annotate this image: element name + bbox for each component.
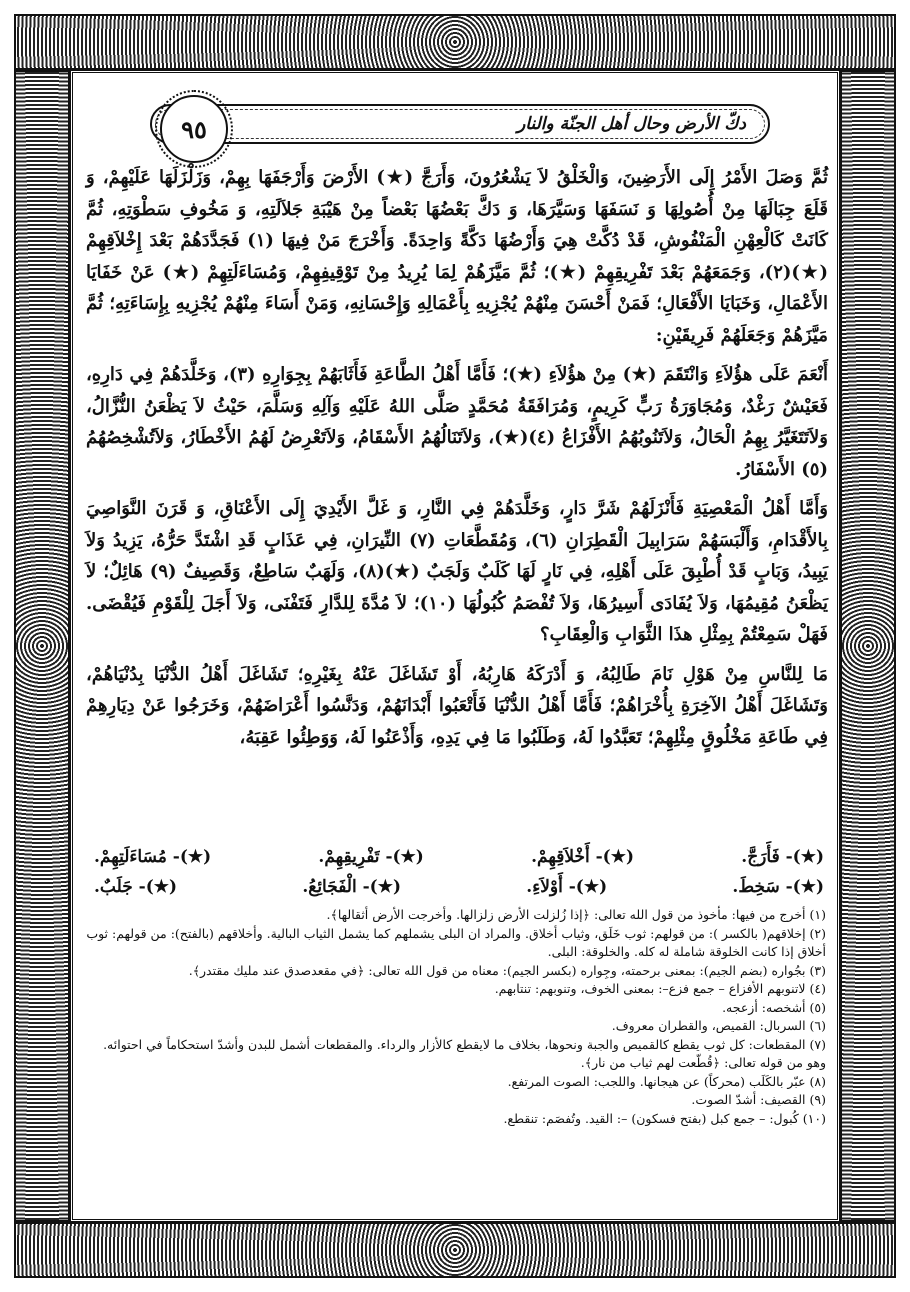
footnote: (١) أخرج من فيها: مأخوذ من قول الله تعالى: ﴿إذا زُلزلت الأرض زلزالها. وأخرجت الأرض أثقالها﴾. bbox=[326, 907, 826, 922]
variant-item: (★)- الْفَجَائِعُ. bbox=[302, 877, 402, 897]
chapter-header bbox=[150, 104, 770, 144]
page-number: ٩٥ bbox=[181, 114, 207, 144]
ornamental-border-left bbox=[14, 70, 70, 1222]
variant-item: (★)- مُسَاءَلَتِهِمْ. bbox=[94, 847, 212, 867]
variant-item: (★)- أَخْلاَقِهِمْ. bbox=[531, 847, 634, 867]
variant-item: (★)- تَفْرِيقِهِمْ. bbox=[318, 847, 424, 867]
ornamental-border-bottom bbox=[14, 1222, 896, 1278]
variant-readings bbox=[90, 842, 828, 902]
footnotes bbox=[86, 906, 830, 1128]
chapter-title: دكّ الأرض وحال أهل الجنّة والنار bbox=[517, 114, 746, 134]
footnote: (٥) أشخصه: أزعجه. bbox=[722, 999, 826, 1015]
variant-item: (★)- فَأَرَجَّ. bbox=[741, 847, 824, 867]
footnote: (٦) السربال: القميص، والقطران معروف. bbox=[611, 1018, 826, 1033]
footnote: (٢) إخلاقهم( بالكسر ): من قولهم: ثوب خَلَق، وثياب أخلاق. والمراد ان البلى يشملهم كما يشمل الثياب البالية. وأخلاقهم (بالفتح): من قولهم: ثوب أخلاق إذا كانت الخلوقة شاملة له كله. والخلوقة: البلى. bbox=[86, 925, 826, 959]
footnote: (٤) لاتنوبهم الأفزاع – جمع فزع–: بمعنى الخوف، وتنوبهم: تنتابهم. bbox=[494, 981, 826, 996]
footnote: (١٠) كُبول: – جمع كبل (بفتح فسكون) –: القيد. وتُفصَم: تنقطع. bbox=[503, 1110, 826, 1126]
paragraph: ثُمَّ وَصَلَ الأَمْرُ إِلَى الأَرَضِينَ، وَالْخَلْقُ لاَ يَشْعُرُونَ، وَأَرَجَّ (★) الأَرْضَ وَأَرْجَفَهَا بِهِمْ، وَزَلْزَلَهَا عَلَيْهِمْ، وَ قَلَعَ جِبَالَهَا مِنْ أُصُولِهَا وَ نَسَفَهَا وَسَيَّرَهَا، وَ دَكَّ بَعْضُهَا بَعْضاً مِنْ هَيْبَةِ جَلاَلَتِهِ، وَ مَخُوفِ سَطْوَتِهِ، ثُمَّ كَانَتْ كَالْعِهْنِ الْمَنْفُوشِ، قَدْ دُكَّتْ هِيَ وَأَرْضُهَا دَكَّةً وَاحِدَةً. وَأَخْرَجَ مَنْ فِيهَا (١) فَجَدَّدَهُمْ بَعْدَ إِخْلاَقِهِمْ (★)(٢)، وَجَمَعَهُمْ بَعْدَ تَفْرِيقِهِمْ (★)؛ ثُمَّ مَيَّزَهُمْ لِمَا يُرِيدُ مِنْ تَوْقِيفِهِمْ، وَمُسَاءَلَتِهِمْ (★) عَنْ خَفَايَا الأَعْمَالِ، وَخَبَايَا الأَفْعَالِ؛ فَمَنْ أَحْسَنَ مِنْهُمْ يُجْزِيهِ بِأَعْمَالِهِ وَإِحْسَانِهِ، وَمَنْ أَسَاءَ مِنْهُمْ يُجْزِيهِ بِإِسَاءَتِهِ؛ ثُمَّ مَيَّزَهُمْ وَجَعَلَهُمْ فَرِيقَيْنِ: bbox=[86, 167, 828, 346]
variant-row bbox=[90, 842, 828, 872]
footnote: (٣) بجُواره (بضم الجيم): بمعنى برحمته، وجِواره (بكسر الجيم): معناه من قول الله تعالى: ﴿في مقعدصدق عند مليك مقتدر﴾. bbox=[188, 962, 826, 978]
ornamental-border-top bbox=[14, 14, 896, 70]
variant-row bbox=[90, 872, 828, 902]
main-text bbox=[86, 162, 828, 757]
paragraph: وَأَمَّا أَهْلُ الْمَعْصِيَةِ فَأَنْزَلَهُمْ شَرَّ دَارٍ، وَخَلَّدَهُمْ فِي النَّارِ، وَ غَلَّ الأَيْدِيَ إِلَى الأَعْنَاقِ، وَ قَرَنَ النَّوَاصِيَ بِالأَقْدَامِ، وَأَلْبَسَهُمْ سَرَابِيلَ الْقَطِرَانِ (٦)، وَمُقَطَّعَاتِ (٧) النِّيرَانِ، فِي عَذَابٍ قَدِ اشْتَدَّ حَرُّهُ، يَزِيدُ وَلاَ يَبِيدُ، وَبَابٍ قَدْ أُطْبِقَ عَلَى أَهْلِهِ، فِي نَارٍ لَهَا كَلَبٌ وَلَجَبٌ (★)(٨)، وَلَهَبٌ سَاطِعٌ، وَقَصِيفٌ (٩) هَائِلٌ؛ لاَ يَظْعَنُ مُقِيمُهَا، وَلاَ يُفَادَى أَسِيرُهَا، وَلاَ تُفْصَمُ كُبُولُهَا (١٠)؛ لاَ مُدَّةَ لِلدَّارِ فَتَفْنَى، وَلاَ أَجَلَ لِلْقَوْمِ فَيُقْضَى. فَهَلْ سَمِعْتُمْ بِمِثْلِ هذَا الثَّوَابِ وَالْعِقَابِ؟ bbox=[86, 498, 829, 645]
variant-item: (★)- سَخِطَ. bbox=[732, 877, 824, 897]
page-number-badge bbox=[160, 95, 228, 163]
ornamental-border-right bbox=[840, 70, 896, 1222]
variant-item: (★)- جَلَبٌ. bbox=[94, 877, 178, 897]
paragraph: مَا لِلنَّاسِ مِنْ هَوْلِ نَامَ طَالِبُهُ، وَ أَدْرَكَهُ هَارِبُهُ، أَوْ تَشَاغَلَ عَنْهُ بِغَيْرِهِ؛ تَشَاغَلَ أَهْلُ الدُّنْيَا بِدُنْيَاهُمْ، وَتَشَاغَلَ أَهْلُ الآخِرَةِ بِأُخْرَاهُمْ؛ فَأَمَّا أَهْلُ الدُّنْيَا فَأَتْعَبُوا أَبْدَانَهُمْ، وَدَنَّسُوا أَعْرَاضَهُمْ، وَخَرَجُوا عَنْ دِيَارِهِمْ فِي طَاعَةِ مَخْلُوقٍ مِثْلِهِمْ؛ تَعَبَّدُوا لَهُ، وَطَلَبُوا مَا فِي يَدِهِ، وَأَذْعَنُوا لَهُ، وَوَطِئُوا عَقِبَهُ، bbox=[86, 663, 828, 748]
paragraph: أَنْعَمَ عَلَى هؤُلاَءِ وَانْتَقَمَ (★) مِنْ هؤُلاَءِ (★)؛ فَأَمَّا أَهْلُ الطَّاعَةِ فَأَثَابَهُمْ بِجِوَارِهِ (٣)، وَخَلَّدَهُمْ فِي دَارِهِ، فَعَيْشٌ رَغْدٌ، وَمُجَاوَرَةُ رَبٍّ كَرِيمٍ، وَمُرَافَقَةُ مُحَمَّدٍ صَلَّى اللهُ عَلَيْهِ وَآلِهِ وَسَلَّمَ، حَيْثُ لاَ يَظْعَنُ النُّزَّالُ، وَلاَتَتَغَيَّرُ بِهِمُ الْحَالُ، وَلاَتَنُوبُهُمُ الأَفْزَاعُ (٤)(★)، وَلاَتَنَالُهُمُ الأَسْقَامُ، وَلاَتَعْرِضُ لَهُمُ الأَخْطَارُ، وَلاَتُشْخِصُهُمُ (٥) الأَسْفَارُ. bbox=[86, 364, 828, 480]
footnote: (٩) القصيف: أشدّ الصوت. bbox=[691, 1092, 826, 1107]
footnote: (٨) عبّر بالكَلَب (محركاً) عن هيجانها. واللجب: الصوت المرتفع. bbox=[507, 1073, 826, 1089]
footnote: (٧) المقطعات: كل ثوب يقطع كالقميص والجبة ونحوها، بخلاف ما لايقطع كالأزار والرداء. والمقطعات أشمل للبدن وأشدّ استحكاماً في احتوائه. وهو من قوله تعالى: ﴿قُطّعت لهم ثياب من نار﴾. bbox=[103, 1036, 826, 1070]
variant-item: (★)- أَوْلاَءِ. bbox=[526, 877, 608, 897]
